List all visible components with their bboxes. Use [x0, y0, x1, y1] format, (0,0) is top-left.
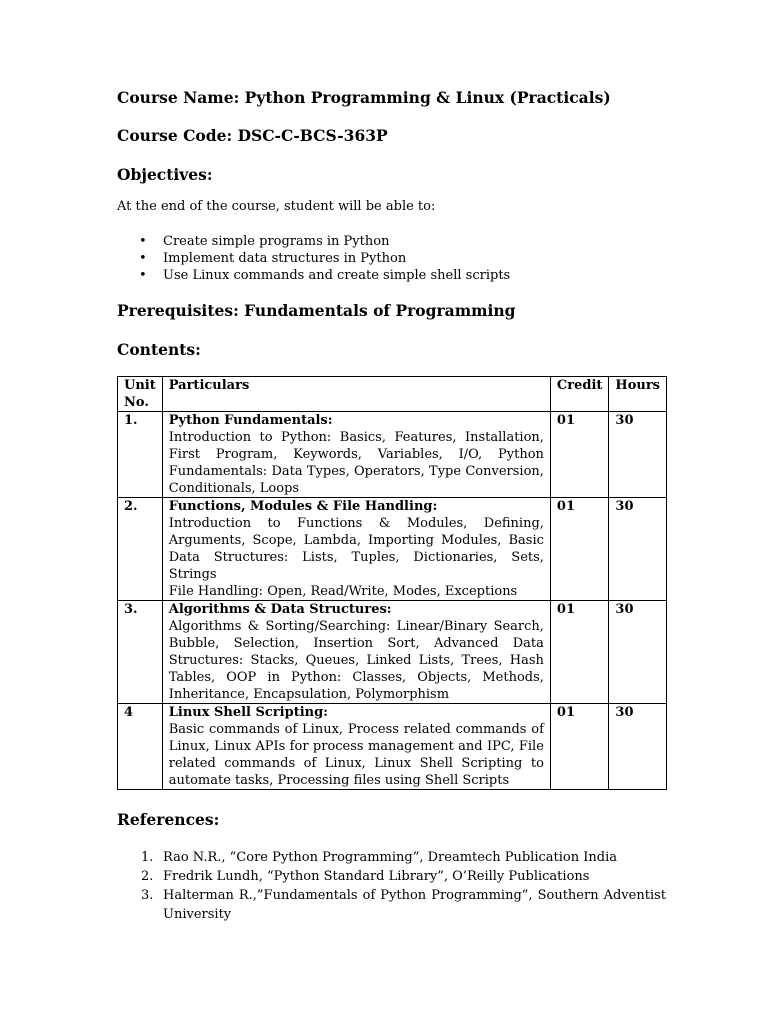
unit-credit: 01: [550, 412, 609, 498]
references-list: [117, 848, 666, 924]
objective-item: [117, 267, 666, 284]
unit-hours: 30: [609, 498, 667, 601]
unit-description: Algorithms & Sorting/Searching: Linear/Binary Search, Bubble, Selection, Insertion Sort, Advanced Data Structures: Stacks, Queues, Linked Lists, Trees, Hash Tables, OOP in Python: Classes, Objects, Methods, Inheritance, Encapsulation, Polymorphism: [168, 619, 544, 702]
unit-hours: 30: [609, 412, 667, 498]
unit-credit: 01: [550, 704, 609, 790]
objectives-intro: At the end of the course, student will be able to:: [117, 199, 436, 214]
syllabus-page: [117, 88, 666, 924]
prerequisites-heading: Prerequisites: Fundamentals of Programming: [117, 301, 516, 320]
reference-item: [117, 867, 666, 886]
unit-hours: 30: [609, 704, 667, 790]
unit-particulars: [162, 498, 550, 601]
header-unit-no: Unit No.: [118, 377, 163, 412]
unit-title: Functions, Modules & File Handling:: [168, 499, 438, 514]
table-header-row: [118, 377, 667, 412]
unit-credit: 01: [550, 601, 609, 704]
unit-description: Basic commands of Linux, Process related commands of Linux, Linux APIs for process management and IPC, File related commands of Linux, Linux Shell Scripting to automate tasks, Processing files using Shell Scripts: [168, 722, 544, 788]
reference-item: [117, 886, 666, 924]
header-particulars: Particulars: [162, 377, 550, 412]
header-hours: Hours: [609, 377, 667, 412]
unit-number: 2.: [118, 498, 163, 601]
contents-heading: Contents:: [117, 340, 201, 359]
unit-credit: 01: [550, 498, 609, 601]
unit-title: Linux Shell Scripting:: [168, 705, 328, 720]
objective-item: [117, 233, 666, 250]
reference-number: 2.: [141, 869, 154, 884]
reference-text: Fredrik Lundh, “Python Standard Library”, O’Reilly Publications: [163, 869, 590, 884]
course-name-heading: Course Name: Python Programming & Linux (Practicals): [117, 88, 611, 107]
objective-text: Implement data structures in Python: [163, 251, 407, 266]
reference-text: Halterman R.,”Fundamentals of Python Programming”, Southern Adventist University: [163, 888, 666, 922]
objectives-heading: Objectives:: [117, 165, 213, 184]
header-credit: Credit: [550, 377, 609, 412]
unit-title: Algorithms & Data Structures:: [168, 602, 392, 617]
bullet-icon: •: [139, 251, 147, 266]
unit-description: Introduction to Functions & Modules, Defining, Arguments, Scope, Lambda, Importing Modules, Basic Data Structures: Lists, Tuples, Dictionaries, Sets, Strings: [168, 516, 544, 582]
unit-description: Introduction to Python: Basics, Features, Installation, First Program, Keywords, Variables, I/O, Python Fundamentals: Data Types, Operators, Type Conversion, Conditionals, Loops: [168, 430, 544, 496]
reference-number: 1.: [141, 850, 154, 865]
table-row: [118, 412, 667, 498]
reference-text: Rao N.R., “Core Python Programming”, Dreamtech Publication India: [163, 850, 617, 865]
unit-description-extra: File Handling: Open, Read/Write, Modes, Exceptions: [168, 584, 518, 599]
contents-table: [117, 376, 667, 790]
objective-text: Create simple programs in Python: [163, 234, 390, 249]
unit-particulars: [162, 412, 550, 498]
unit-hours: 30: [609, 601, 667, 704]
bullet-icon: •: [139, 268, 147, 283]
objective-item: [117, 250, 666, 267]
course-code-heading: Course Code: DSC-C-BCS-363P: [117, 126, 388, 145]
table-row: [118, 704, 667, 790]
reference-number: 3.: [141, 888, 154, 903]
table-row: [118, 498, 667, 601]
unit-number: 4: [118, 704, 163, 790]
unit-number: 1.: [118, 412, 163, 498]
bullet-icon: •: [139, 234, 147, 249]
table-row: [118, 601, 667, 704]
references-heading: References:: [117, 810, 220, 829]
unit-number: 3.: [118, 601, 163, 704]
objectives-list: [117, 233, 666, 284]
unit-title: Python Fundamentals:: [168, 413, 333, 428]
objective-text: Use Linux commands and create simple shell scripts: [163, 268, 511, 283]
reference-item: [117, 848, 666, 867]
unit-particulars: [162, 601, 550, 704]
unit-particulars: [162, 704, 550, 790]
